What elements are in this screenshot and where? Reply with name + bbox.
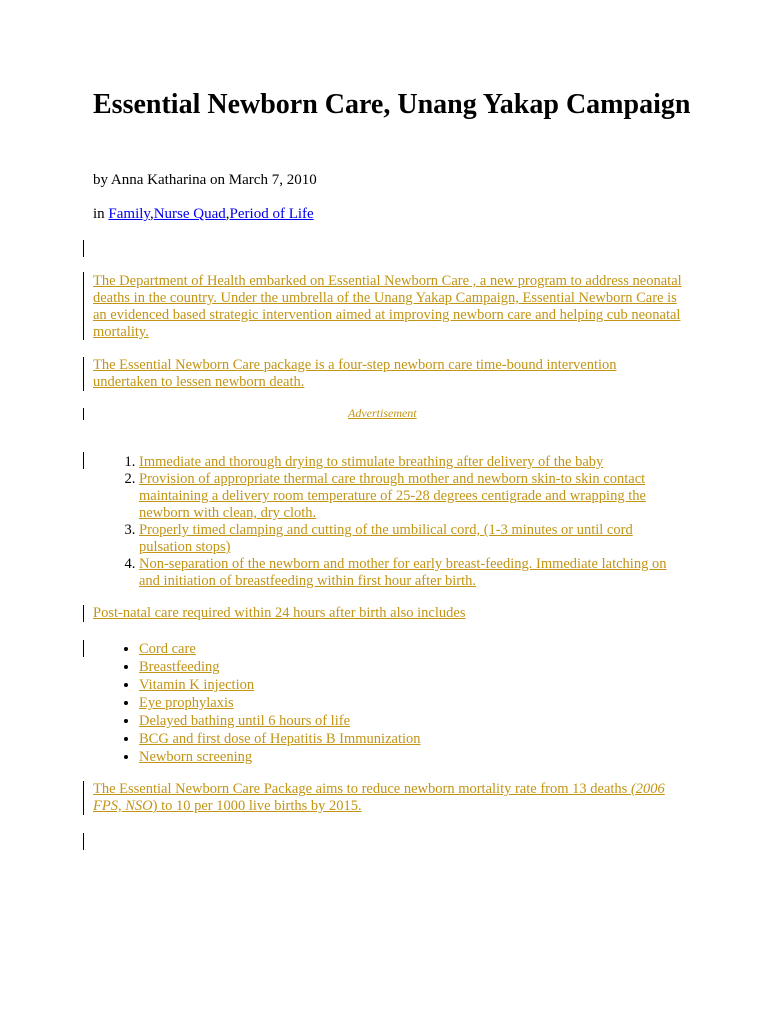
intro-paragraph[interactable]: The Department of Health embarked on Essential Newborn Care , a new program to address neonatal deaths in the country. Under the umbrella of the Unang Yakap Campaign, Essential Newborn Care is an evidenced based strategic intervention aimed at improving newborn care and helping cub neonatal mortality. — [93, 273, 682, 340]
postnatal-intro[interactable]: Post-natal care required within 24 hours after birth also includes — [93, 605, 466, 621]
care-item-link[interactable]: Vitamin K injection — [139, 677, 255, 693]
step-3-link[interactable]: Properly timed clamping and cutting of the umbilical cord, (1-3 minutes or until cord pulsation stops) — [139, 522, 633, 555]
divider-bar — [83, 408, 84, 420]
category-list: in Family,Nurse Quad,Period of Life — [93, 206, 314, 222]
categories-prefix: in — [93, 206, 105, 222]
category-link-period-of-life[interactable]: Period of Life — [229, 206, 314, 222]
article-byline: by Anna Katharina on March 7, 2010 — [93, 172, 317, 188]
list-item — [139, 694, 684, 712]
closing-text-start: The Essential Newborn Care Package aims to reduce newborn mortality rate from 13 deaths — [93, 781, 631, 797]
category-link-nurse-quad[interactable]: Nurse Quad — [153, 206, 226, 222]
care-item-link[interactable]: Eye prophylaxis — [139, 695, 234, 711]
category-link-family[interactable]: Family — [108, 206, 150, 222]
list-item — [139, 730, 684, 748]
advertisement-label[interactable]: Advertisement — [348, 406, 417, 420]
list-item — [139, 471, 684, 522]
list-item — [139, 454, 684, 471]
divider-bar — [83, 640, 84, 657]
divider-bar — [83, 833, 84, 850]
list-item — [139, 658, 684, 676]
care-steps-list — [93, 454, 684, 590]
divider-bar — [83, 240, 84, 257]
postnatal-care-list — [93, 640, 684, 766]
paragraph-marker — [83, 605, 84, 622]
package-paragraph[interactable]: The Essential Newborn Care package is a four-step newborn care time-bound intervention undertaken to lessen newborn death. — [93, 357, 617, 390]
divider-bar — [83, 452, 84, 469]
article-title: Essential Newborn Care, Unang Yakap Campaign — [93, 89, 691, 120]
paragraph-marker — [83, 781, 84, 815]
paragraph-marker — [83, 357, 84, 391]
source-citation: (2006 FPS, NSO — [93, 781, 665, 814]
care-item-link[interactable]: Newborn screening — [139, 749, 253, 765]
list-item — [139, 712, 684, 730]
care-item-link[interactable]: Delayed bathing until 6 hours of life — [139, 713, 351, 729]
list-item — [139, 676, 684, 694]
step-1-link[interactable]: Immediate and thorough drying to stimulate breathing after delivery of the baby — [139, 454, 604, 470]
list-item — [139, 748, 684, 766]
closing-text-end: ) to 10 per 1000 live births by 2015. — [152, 798, 362, 814]
list-item — [139, 522, 684, 556]
care-item-link[interactable]: Cord care — [139, 641, 196, 657]
list-item — [139, 556, 684, 590]
list-item — [139, 640, 684, 658]
care-item-link[interactable]: Breastfeeding — [139, 659, 220, 675]
care-item-link[interactable]: BCG and first dose of Hepatitis B Immunization — [139, 731, 421, 747]
step-4-link[interactable]: Non-separation of the newborn and mother for early breast-feeding. Immediate latching on and initiation of breastfeeding within first hour after birth. — [139, 556, 667, 589]
closing-paragraph[interactable] — [93, 781, 683, 815]
step-2-link[interactable]: Provision of appropriate thermal care through mother and newborn skin-to skin contact maintaining a delivery room temperature of 25-28 degrees centigrade and wrapping the newborn with clean, dry cloth. — [139, 471, 646, 521]
paragraph-marker — [83, 272, 84, 340]
